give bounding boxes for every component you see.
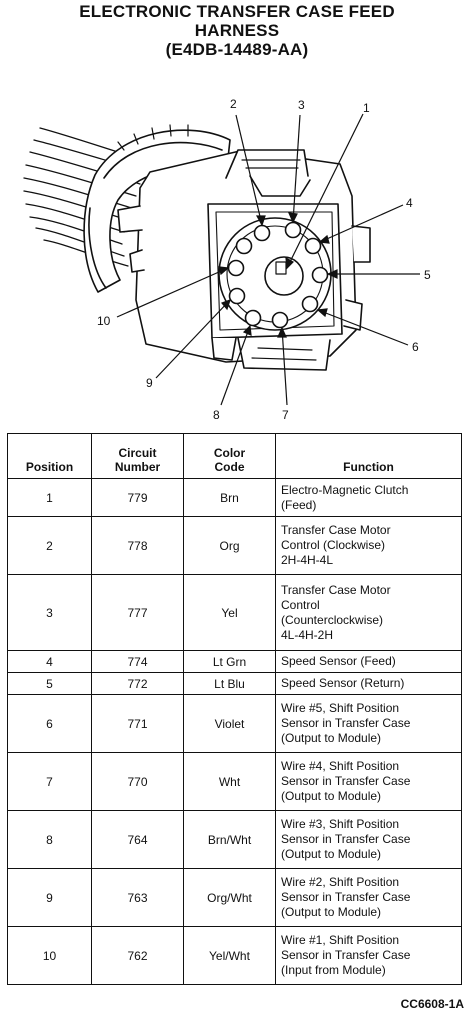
callout-6: 6 <box>412 340 419 354</box>
header-color-code <box>184 434 276 479</box>
cell-color-code: Org <box>184 517 276 575</box>
table-row <box>8 869 462 927</box>
cell-function <box>276 811 462 869</box>
table-row <box>8 811 462 869</box>
table-row <box>8 651 462 673</box>
cell-position: 4 <box>8 651 92 673</box>
cell-function <box>276 673 462 695</box>
cell-function <box>276 695 462 753</box>
title-line-1: ELECTRONIC TRANSFER CASE FEED <box>79 2 395 21</box>
callout-1: 1 <box>363 101 370 115</box>
function-line: Transfer Case Motor <box>281 523 391 537</box>
header-circuit-line-2: Number <box>114 460 161 474</box>
callout-3: 3 <box>298 98 305 112</box>
table-row <box>8 517 462 575</box>
function-line: Wire #1, Shift Position <box>281 933 400 947</box>
cell-circuit-number: 778 <box>92 517 184 575</box>
table-row <box>8 479 462 517</box>
cell-function <box>276 869 462 927</box>
cell-circuit-number: 771 <box>92 695 184 753</box>
table-row <box>8 695 462 753</box>
cell-function <box>276 575 462 651</box>
cell-function <box>276 927 462 985</box>
function-line: Wire #3, Shift Position <box>281 817 400 831</box>
header-position: Position <box>8 434 92 479</box>
cell-position: 10 <box>8 927 92 985</box>
cell-circuit-number: 779 <box>92 479 184 517</box>
function-line: Electro-Magnetic Clutch <box>281 482 409 497</box>
header-circuit-line-1: Circuit <box>118 446 157 460</box>
function-line: Control <box>281 597 320 612</box>
table-row <box>8 927 462 985</box>
table-header-row <box>8 434 462 479</box>
function-line: Sensor in Transfer Case <box>281 832 411 846</box>
function-line: (Counterclockwise) <box>281 612 384 627</box>
function-line: (Output to Module) <box>281 905 382 919</box>
function-line: (Output to Module) <box>281 789 382 803</box>
function-line: Sensor in Transfer Case <box>281 716 411 730</box>
callout-8: 8 <box>213 408 220 422</box>
function-line: (Output to Module) <box>281 731 382 745</box>
callout-4: 4 <box>406 196 413 210</box>
cell-color-code: Yel/Wht <box>184 927 276 985</box>
cell-function <box>276 753 462 811</box>
function-line: Transfer Case Motor <box>281 582 391 597</box>
callout-2: 2 <box>230 97 237 111</box>
cell-position: 5 <box>8 673 92 695</box>
cell-circuit-number: 770 <box>92 753 184 811</box>
cell-position: 6 <box>8 695 92 753</box>
callout-9: 9 <box>146 376 153 390</box>
header-function: Function <box>276 434 462 479</box>
cell-color-code: Org/Wht <box>184 869 276 927</box>
cell-color-code: Wht <box>184 753 276 811</box>
cell-color-code: Brn <box>184 479 276 517</box>
cell-circuit-number: 762 <box>92 927 184 985</box>
function-line: Sensor in Transfer Case <box>281 774 411 788</box>
table-row <box>8 753 462 811</box>
cell-circuit-number: 764 <box>92 811 184 869</box>
table-row <box>8 575 462 651</box>
function-line: Wire #4, Shift Position <box>281 759 400 773</box>
cell-color-code: Lt Grn <box>184 651 276 673</box>
cell-circuit-number: 763 <box>92 869 184 927</box>
callout-5: 5 <box>424 268 431 282</box>
figure-code: CC6608-1A <box>400 997 464 1011</box>
table-row <box>8 673 462 695</box>
callout-10: 10 <box>97 314 111 328</box>
title-line-2: HARNESS <box>194 21 280 40</box>
document-title <box>0 2 474 59</box>
cell-position: 8 <box>8 811 92 869</box>
header-circuit-number <box>92 434 184 479</box>
cell-position: 2 <box>8 517 92 575</box>
function-line: 2H-4H-4L <box>281 553 334 567</box>
cell-position: 1 <box>8 479 92 517</box>
header-color-line-1: Color <box>213 446 246 460</box>
function-line: Sensor in Transfer Case <box>281 948 411 962</box>
function-line: Wire #5, Shift Position <box>281 701 400 715</box>
cell-circuit-number: 777 <box>92 575 184 651</box>
cell-position: 3 <box>8 575 92 651</box>
function-line: (Feed) <box>281 497 317 512</box>
cell-color-code: Lt Blu <box>184 673 276 695</box>
cell-color-code: Violet <box>184 695 276 753</box>
cell-position: 7 <box>8 753 92 811</box>
cell-color-code: Yel <box>184 575 276 651</box>
title-line-3: (E4DB-14489-AA) <box>165 40 309 59</box>
function-line: Speed Sensor (Feed) <box>281 654 396 668</box>
cell-circuit-number: 772 <box>92 673 184 695</box>
cell-function <box>276 651 462 673</box>
cell-color-code: Brn/Wht <box>184 811 276 869</box>
pinout-table <box>7 433 462 985</box>
function-line: (Output to Module) <box>281 847 382 861</box>
function-line: Speed Sensor (Return) <box>281 676 405 690</box>
cell-function <box>276 479 462 517</box>
connector-illustration <box>0 92 474 422</box>
function-line: Sensor in Transfer Case <box>281 890 411 904</box>
function-line: Wire #2, Shift Position <box>281 875 400 889</box>
function-line: (Input from Module) <box>281 963 386 977</box>
cell-circuit-number: 774 <box>92 651 184 673</box>
cell-position: 9 <box>8 869 92 927</box>
function-line: 4L-4H-2H <box>281 627 334 642</box>
callout-7: 7 <box>282 408 289 422</box>
function-line: Control (Clockwise) <box>281 538 386 552</box>
cell-function <box>276 517 462 575</box>
table-body <box>8 479 462 985</box>
header-color-line-2: Code <box>214 460 245 474</box>
